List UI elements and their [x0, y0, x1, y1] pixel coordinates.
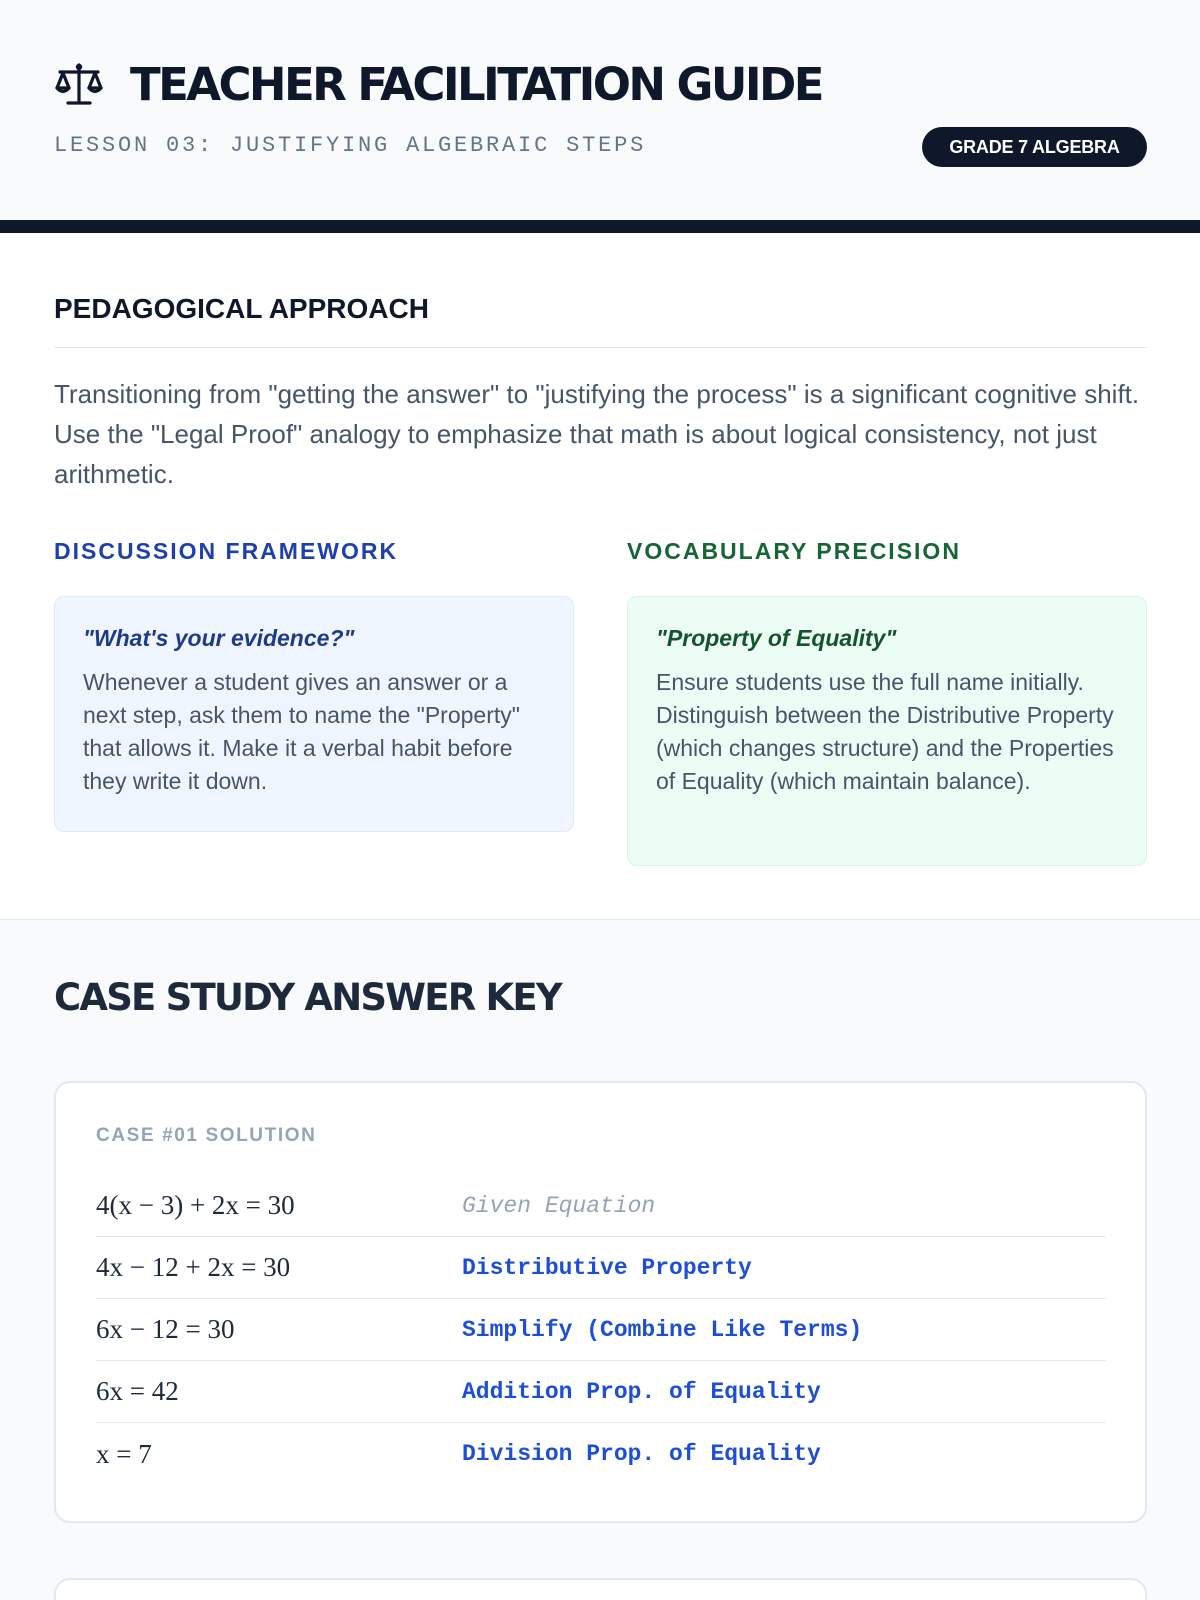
step-reason: Simplify (Combine Like Terms) [462, 1316, 863, 1343]
case-study-heading: CASE STUDY ANSWER KEY [54, 976, 561, 1019]
vocabulary-heading: VOCABULARY PRECISION [627, 538, 961, 564]
pedagogy-intro: Transitioning from "getting the answer" to "justifying the process" is a significant cognitive shift. Use the "Legal Proof" analogy to emphasize that math is about logical consistency, not just arithmetic. [54, 379, 1140, 489]
step-row [96, 1237, 1106, 1299]
page-header [0, 0, 1200, 220]
discussion-body: Whenever a student gives an answer or a next step, ask them to name the "Property" that allows it. Make it a verbal habit before they write it down. [83, 669, 520, 794]
lesson-subtitle: LESSON 03: JUSTIFYING ALGEBRAIC STEPS [54, 133, 647, 158]
next-case-card [54, 1578, 1147, 1600]
step-reason: Distributive Property [462, 1254, 752, 1281]
grade-badge: GRADE 7 ALGEBRA [922, 127, 1147, 167]
title-row [54, 54, 822, 114]
step-row [96, 1423, 1106, 1485]
discussion-callout [54, 596, 574, 832]
step-row [96, 1175, 1106, 1237]
step-reason: Given Equation [462, 1192, 656, 1219]
step-row [96, 1361, 1106, 1423]
page-title: TEACHER FACILITATION GUIDE [130, 57, 822, 111]
step-equation: 4(x − 3) + 2x = 30 [96, 1190, 295, 1220]
discussion-quote: "What's your evidence?" [83, 625, 355, 651]
header-rule [0, 220, 1200, 233]
step-reason: Addition Prop. of Equality [462, 1378, 821, 1405]
step-equation: 6x = 42 [96, 1376, 179, 1406]
vocabulary-quote: "Property of Equality" [656, 625, 897, 651]
section-divider [54, 347, 1147, 348]
vocabulary-body: Ensure students use the full name initially. Distinguish between the Distributive Property (which changes structure) and the Properties of Equality (which maintain balance). [656, 669, 1114, 794]
pedagogy-section [0, 233, 1200, 920]
solution-steps [96, 1175, 1106, 1485]
step-row [96, 1299, 1106, 1361]
discussion-heading: DISCUSSION FRAMEWORK [54, 538, 399, 564]
step-equation: x = 7 [96, 1438, 152, 1469]
step-equation: 4x − 12 + 2x = 30 [96, 1252, 291, 1282]
case-label: CASE #01 SOLUTION [96, 1125, 317, 1146]
step-equation: 6x − 12 = 30 [96, 1314, 235, 1344]
case-card [54, 1081, 1147, 1523]
step-reason: Division Prop. of Equality [462, 1441, 821, 1467]
scale-icon [54, 61, 104, 107]
vocabulary-callout [627, 596, 1147, 866]
pedagogy-heading: PEDAGOGICAL APPROACH [54, 293, 429, 324]
